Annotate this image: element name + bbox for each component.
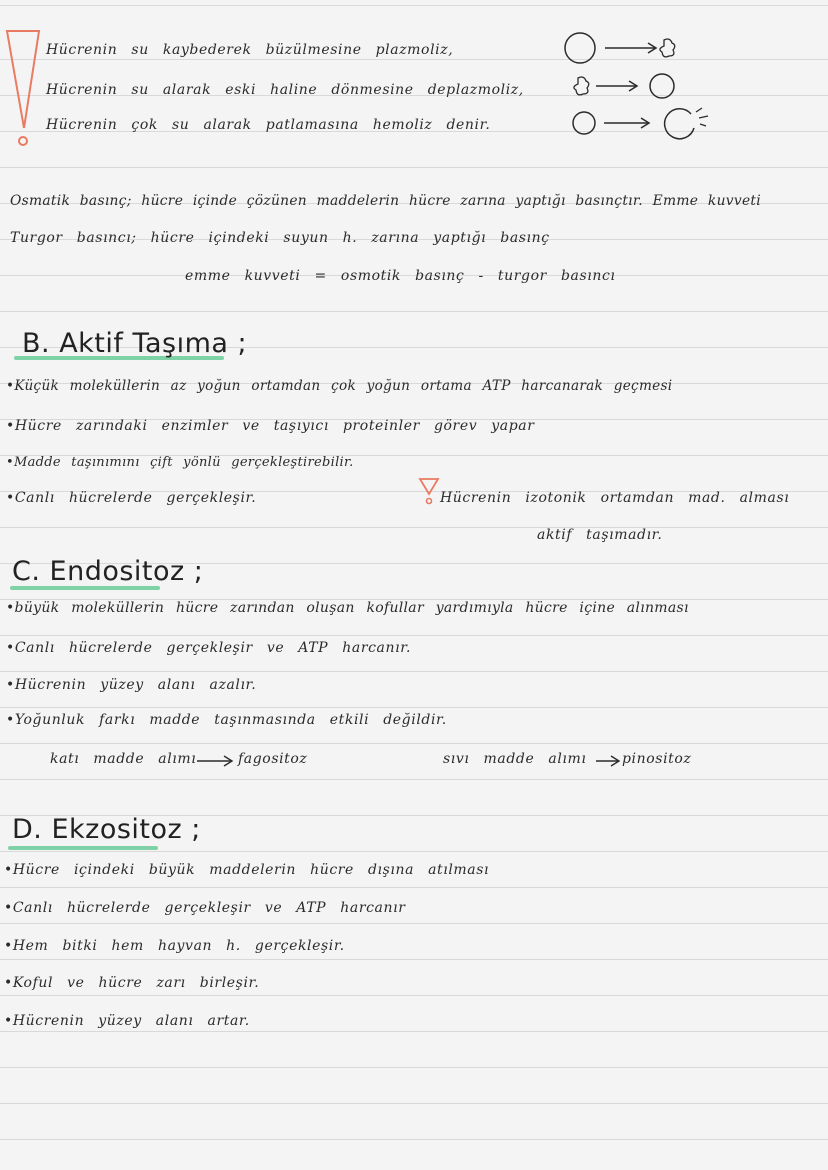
ekzositoz-item-5: •Hücrenin yüzey alanı artar. xyxy=(4,1013,250,1029)
plazmoliz-line: Hücrenin su kaybederek büzülmesine plazmoliz, xyxy=(46,42,454,58)
hemoliz-line: Hücrenin çok su alarak patlamasına hemoliz denir. xyxy=(46,117,491,133)
osmotik-basinc-definition: Osmatik basınç; hücre içinde çözünen maddelerin hücre zarına yaptığı basınçtır. Emme kuvveti xyxy=(10,193,761,209)
aktif-item-1: •Küçük moleküllerin az yoğun ortamdan çok yoğun ortama ATP harcanarak geçmesi xyxy=(6,378,673,394)
endositoz-item-2: •Canlı hücrelerde gerçekleşir ve ATP harcanır. xyxy=(6,640,411,656)
aktif-item-2: •Hücre zarındaki enzimler ve taşıyıcı proteinler görev yapar xyxy=(6,418,535,434)
arrow-right-icon xyxy=(195,754,235,768)
endositoz-item-4: •Yoğunluk farkı madde taşınmasında etkili değildir. xyxy=(6,712,447,728)
izotonik-note-line-1: Hücrenin izotonik ortamdan mad. alması xyxy=(440,490,790,506)
izotonik-note-line-2: aktif taşımadır. xyxy=(537,527,663,543)
endositoz-item-1: •büyük moleküllerin hücre zarından oluşan kofullar yardımıyla hücre içine alınması xyxy=(6,600,689,616)
ekzositoz-item-3: •Hem bitki hem hayvan h. gerçekleşir. xyxy=(4,938,345,954)
aktif-item-4: •Canlı hücrelerde gerçekleşir. xyxy=(6,490,257,506)
endositoz-item-3: •Hücrenin yüzey alanı azalır. xyxy=(6,677,257,693)
fagositoz: fagositoz xyxy=(238,751,308,767)
sivi-madde-alimi: sıvı madde alımı xyxy=(443,751,587,767)
ekzositoz-title-highlight xyxy=(8,846,158,850)
ekzositoz-item-1: •Hücre içindeki büyük maddelerin hücre dışına atılması xyxy=(4,862,490,878)
ekzositoz-item-2: •Canlı hücrelerde gerçekleşir ve ATP harcanır xyxy=(4,900,406,916)
emme-kuvveti-formula: emme kuvveti = osmotik basınç - turgor basıncı xyxy=(185,268,616,284)
pinositoz: pinositoz xyxy=(622,751,692,767)
warning-triangle-icon xyxy=(4,28,42,150)
deplazmoliz-diagram xyxy=(570,70,690,106)
hemoliz-diagram xyxy=(566,104,716,144)
ekzositoz-title: D. Ekzositoz ; xyxy=(12,814,201,845)
plazmoliz-diagram xyxy=(560,30,690,70)
kati-madde-alimi: katı madde alımı xyxy=(50,751,197,767)
endositoz-title: C. Endositoz ; xyxy=(12,556,204,587)
arrow-right-icon xyxy=(594,754,622,768)
aktif-item-3: •Madde taşınımını çift yönlü gerçekleştirebilir. xyxy=(6,455,354,470)
note-warning-icon xyxy=(418,477,440,507)
aktif-tasima-title: B. Aktif Taşıma ; xyxy=(22,328,248,359)
turgor-basinci-definition: Turgor basıncı; hücre içindeki suyun h. zarına yaptığı basınç xyxy=(10,230,550,246)
deplazmoliz-line: Hücrenin su alarak eski haline dönmesine deplazmoliz, xyxy=(46,82,524,98)
ekzositoz-item-4: •Koful ve hücre zarı birleşir. xyxy=(4,975,260,991)
